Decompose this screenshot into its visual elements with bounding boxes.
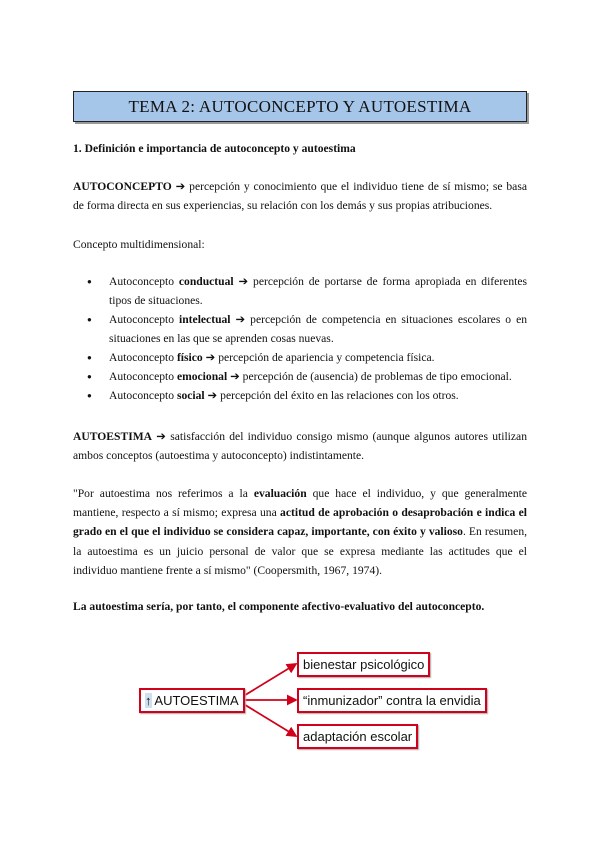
target-box: adaptación escolar [297, 724, 418, 749]
target-box: bienestar psicológico [297, 652, 430, 677]
bold: evaluación [253, 487, 307, 500]
arrow-icon: ➔ [175, 180, 186, 193]
label: AUTOESTIMA [154, 693, 239, 708]
bold: conductual [178, 275, 234, 288]
page-title: TEMA 2: AUTOCONCEPTO Y AUTOESTIMA [73, 91, 527, 122]
definition-text: satisfacción del individuo consigo mismo (aunque algunos autores utilizan ambos conceptos (autoestima y autoconcepto) indistintamente. [73, 430, 527, 463]
text: ➔ percepción de competencia en situaciones escolares o en situaciones en las que se aprenden cosas nuevas. [109, 313, 528, 345]
bold: físico [176, 351, 203, 364]
up-arrow-icon: ↑ [145, 693, 152, 708]
bold: social [176, 389, 205, 402]
term: AUTOESTIMA [73, 430, 153, 443]
term: AUTOCONCEPTO [73, 180, 172, 193]
text: . En resumen, la autoestima es un juicio personal de valor que se expresa mediante las actitudes que el individuo mantiene frente a sí mismo" (Coopersmith, 1967, 1974). [73, 525, 528, 577]
autoestima-box [139, 688, 245, 713]
text: "Por autoestima nos referimos a la [73, 487, 254, 500]
prefix: Autoconcepto [109, 313, 180, 326]
conclusion: La autoestima sería, por tanto, el componente afectivo-evaluativo del autoconcepto. [73, 600, 485, 613]
bold: intelectual [179, 313, 231, 326]
arrow-line [237, 664, 296, 700]
text: ➔ percepción del éxito en las relaciones con los otros. [204, 389, 459, 402]
arrow-icon: ➔ [156, 430, 167, 443]
definition-text: percepción y conocimiento que el individuo tiene de sí mismo; se basa de forma directa en sus experiencias, su relación con los demás y sus propias atribuciones. [73, 180, 527, 213]
text: ➔ percepción de portarse de forma apropiada en diferentes tipos de situaciones. [109, 275, 527, 307]
target-box: “inmunizador” contra la envidia [297, 688, 487, 713]
bold: emocional [176, 370, 228, 383]
text: ➔ percepción de (ausencia) de problemas de tipo emocional. [227, 370, 512, 383]
prefix: Autoconcepto [109, 370, 177, 383]
arrow-line [237, 700, 296, 736]
bold: actitud de aprobación o desaprobación e indica el grado en el que el individuo se considera capaz, importante, con éxito y valioso [73, 506, 527, 539]
prefix: Autoconcepto [109, 389, 177, 402]
multidim-label: Concepto multidimensional: [73, 238, 205, 251]
text: ➔ percepción de apariencia y competencia física. [202, 351, 435, 364]
text: que hace el individuo, y que generalmente mantiene, respecto a sí mismo; expresa una [73, 487, 527, 520]
prefix: Autoconcepto [109, 351, 177, 364]
section-heading: 1. Definición e importancia de autoconcepto y autoestima [73, 142, 356, 155]
prefix: Autoconcepto [109, 275, 179, 288]
